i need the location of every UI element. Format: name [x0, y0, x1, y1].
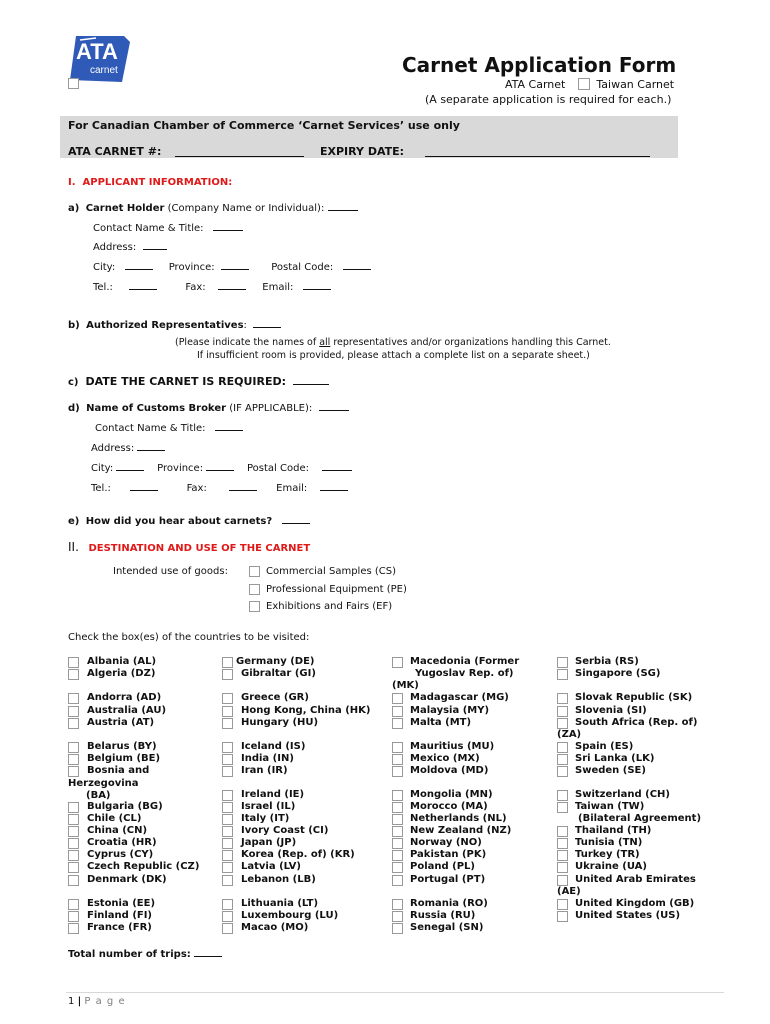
date-required-row [68, 375, 329, 388]
country-checkbox[interactable] [222, 669, 233, 680]
section-1-heading [68, 177, 232, 188]
country-label: Tunisia (TN) [575, 837, 643, 848]
country-label: France (FR) [87, 922, 152, 933]
country-checkbox[interactable] [557, 718, 568, 729]
hear-about-field[interactable] [282, 515, 310, 524]
country-checkbox[interactable] [68, 766, 79, 777]
country-checkbox[interactable] [557, 826, 568, 837]
country-checkbox[interactable] [392, 826, 403, 837]
country-checkbox[interactable] [392, 802, 403, 813]
country-checkbox[interactable] [557, 657, 568, 668]
address-field[interactable] [143, 241, 167, 250]
country-checkbox[interactable] [68, 718, 79, 729]
taiwan-carnet-label: Taiwan Carnet [596, 78, 675, 91]
country-checkbox[interactable] [222, 802, 233, 813]
country-label: South Africa (Rep. of) [575, 717, 698, 728]
broker-postal-field[interactable] [322, 462, 352, 471]
expiry-date-field[interactable] [425, 146, 650, 157]
authorized-reps-field[interactable] [253, 319, 281, 328]
country-label: Estonia (EE) [87, 898, 156, 909]
country-checkbox[interactable] [68, 923, 79, 934]
country-checkbox[interactable] [557, 850, 568, 861]
country-label: Australia (AU) [87, 705, 167, 716]
logo-main-text: ATA [76, 39, 118, 64]
country-label: Ukraine (UA) [575, 861, 647, 872]
country-checkbox[interactable] [222, 899, 233, 910]
country-checkbox[interactable] [68, 826, 79, 837]
use-cs-label: Commercial Samples (CS) [266, 566, 397, 577]
country-label: Denmark (DK) [87, 874, 167, 885]
check-countries-label: Check the box(es) of the countries to be visited: [68, 632, 310, 643]
broker-contact-label: Contact Name & Title: [95, 423, 206, 434]
broker-contact-field[interactable] [215, 422, 243, 431]
broker-city-label: City: [91, 463, 114, 474]
country-label: Malaysia (MY) [410, 705, 490, 716]
customs-broker-sub: (IF APPLICABLE): [229, 403, 313, 414]
broker-email-field[interactable] [320, 482, 348, 491]
country-label: Bulgaria (BG) [87, 801, 163, 812]
country-checkbox[interactable] [68, 911, 79, 922]
logo-sub-text: carnet [90, 65, 118, 76]
country-label: Germany (DE) [236, 656, 315, 667]
country-label: Greece (GR) [241, 692, 309, 703]
country-label: United Arab Emirates [575, 874, 696, 885]
country-checkbox[interactable] [222, 766, 233, 777]
tel-field[interactable] [129, 281, 157, 290]
country-checkbox[interactable] [68, 802, 79, 813]
country-label: Mauritius (MU) [410, 741, 495, 752]
country-checkbox[interactable] [222, 790, 233, 801]
country-label: Macedonia (Former [410, 656, 520, 667]
broker-tel-field[interactable] [130, 482, 158, 491]
country-checkbox[interactable] [557, 669, 568, 680]
note-text-pre: (Please indicate the names of [175, 337, 320, 348]
address-row [93, 241, 167, 253]
country-checkbox[interactable] [557, 899, 568, 910]
country-label: Belgium (BE) [87, 753, 161, 764]
country-label: Italy (IT) [241, 813, 290, 824]
customs-broker-label: Name of Customs Broker [86, 403, 227, 414]
country-checkbox[interactable] [222, 850, 233, 861]
country-label: Malta (MT) [410, 717, 472, 728]
hear-about-row [68, 515, 310, 527]
country-label: Gibraltar (GI) [241, 668, 316, 679]
email-field[interactable] [303, 281, 331, 290]
section-1-number: I. [68, 177, 76, 188]
fax-label: Fax: [185, 282, 206, 293]
customs-broker-row [68, 402, 349, 414]
country-label: Iran (IR) [241, 765, 288, 776]
broker-city-field[interactable] [116, 462, 144, 471]
country-label: Iceland (IS) [241, 741, 306, 752]
country-label: Singapore (SG) [575, 668, 661, 679]
country-label: Ireland (IE) [241, 789, 305, 800]
country-label: New Zealand (NZ) [410, 825, 512, 836]
country-checkbox[interactable] [222, 754, 233, 765]
country-label: Herzegovina [68, 778, 139, 789]
country-label: Morocco (MA) [410, 801, 488, 812]
country-label: Switzerland (CH) [575, 789, 670, 800]
country-label: Czech Republic (CZ) [87, 861, 200, 872]
country-checkbox[interactable] [222, 826, 233, 837]
country-label: Yugoslav Rep. of) [415, 668, 514, 679]
country-checkbox[interactable] [222, 706, 233, 717]
country-checkbox[interactable] [392, 657, 403, 668]
section-2-title: DESTINATION AND USE OF THE CARNET [88, 543, 311, 554]
ata-carnet-logo [66, 34, 132, 84]
country-label: Taiwan (TW) [575, 801, 645, 812]
authorized-reps-row: b) Authorized Representatives: [68, 319, 281, 331]
country-checkbox[interactable] [68, 850, 79, 861]
broker-address-label: Address: [91, 443, 135, 454]
country-checkbox[interactable] [222, 742, 233, 753]
broker-province-label: Province: [157, 463, 204, 474]
separate-application-note: (A separate application is required for each.) [425, 93, 672, 106]
country-checkbox[interactable] [222, 923, 233, 934]
broker-email-label: Email: [276, 483, 308, 494]
country-label: Mexico (MX) [410, 753, 480, 764]
section-2-heading [68, 540, 310, 554]
province-label: Province: [168, 262, 215, 273]
country-label: (Bilateral Agreement) [578, 813, 702, 824]
country-label: Romania (RO) [410, 898, 488, 909]
address-label: Address: [93, 242, 137, 253]
use-pe-label: Professional Equipment (PE) [266, 584, 407, 595]
authorized-reps-note-2: If insufficient room is provided, please attach a complete list on a separate sheet.) [197, 350, 590, 361]
office-use-title: For Canadian Chamber of Commerce ‘Carnet Services’ use only [68, 119, 460, 132]
country-label: Chile (CL) [87, 813, 142, 824]
country-checkbox[interactable] [557, 838, 568, 849]
carnet-holder-label: Carnet Holder [85, 203, 165, 214]
province-field[interactable] [221, 261, 249, 270]
page-separator: | [77, 996, 82, 1007]
country-checkbox[interactable] [557, 802, 568, 813]
ata-carnet-label: ATA Carnet [505, 78, 566, 91]
country-checkbox[interactable] [557, 754, 568, 765]
section-1-title: APPLICANT INFORMATION: [82, 177, 233, 188]
country-label: United Kingdom (GB) [575, 898, 695, 909]
country-checkbox[interactable] [68, 657, 79, 668]
page-label: P a g e [84, 996, 126, 1007]
country-checkbox[interactable] [392, 850, 403, 861]
expiry-date-label: EXPIRY DATE: [320, 145, 405, 158]
broker-postal-label: Postal Code: [246, 463, 309, 474]
country-checkbox[interactable] [557, 766, 568, 777]
country-label: Senegal (SN) [410, 922, 484, 933]
country-checkbox[interactable] [68, 899, 79, 910]
postal-code-label: Postal Code: [271, 262, 334, 273]
country-checkbox[interactable] [392, 718, 403, 729]
city-row [93, 261, 371, 273]
country-label: Turkey (TR) [575, 849, 640, 860]
date-required-field[interactable] [293, 376, 329, 385]
page-title: Carnet Application Form [402, 53, 677, 77]
country-checkbox[interactable] [557, 706, 568, 717]
total-trips-field[interactable] [194, 948, 222, 957]
country-label: (ZA) [557, 729, 582, 740]
country-checkbox[interactable] [68, 706, 79, 717]
customs-broker-field[interactable] [319, 402, 349, 411]
country-label: China (CN) [87, 825, 148, 836]
carnet-holder-sub: (Company Name or Individual): [167, 203, 325, 214]
country-checkbox[interactable] [392, 911, 403, 922]
country-checkbox[interactable] [557, 875, 568, 886]
country-checkbox[interactable] [222, 718, 233, 729]
contact-name-label: Contact Name & Title: [93, 223, 204, 234]
country-label: Slovak Republic (SK) [575, 692, 693, 703]
country-checkbox[interactable] [557, 693, 568, 704]
ata-carnet-checkbox[interactable] [68, 78, 79, 89]
total-trips-label: Total number of trips: [68, 949, 191, 960]
country-label: Sri Lanka (LK) [575, 753, 655, 764]
country-checkbox[interactable] [68, 838, 79, 849]
country-checkbox[interactable] [557, 862, 568, 873]
footer-rule [66, 992, 724, 993]
country-checkbox[interactable] [392, 875, 403, 886]
country-label: Korea (Rep. of) (KR) [241, 849, 355, 860]
country-checkbox[interactable] [68, 742, 79, 753]
country-label: Algeria (DZ) [87, 668, 156, 679]
contact-name-field[interactable] [213, 222, 243, 231]
country-label: Thailand (TH) [575, 825, 652, 836]
broker-tel-label: Tel.: [91, 483, 111, 494]
broker-fax-label: Fax: [186, 483, 207, 494]
hear-about-label: How did you hear about carnets? [85, 516, 273, 527]
broker-address-field[interactable] [137, 442, 165, 451]
ata-carnet-number-label: ATA CARNET #: [68, 145, 162, 158]
page-number: 1 [68, 996, 75, 1007]
country-label: Albania (AL) [87, 656, 157, 667]
carnet-holder-row [68, 202, 358, 214]
authorized-reps-note-1 [175, 337, 611, 348]
tel-row [93, 281, 331, 293]
taiwan-carnet-checkbox[interactable] [578, 78, 590, 90]
country-checkbox[interactable] [392, 706, 403, 717]
country-checkbox[interactable] [68, 693, 79, 704]
broker-fax-field[interactable] [229, 482, 257, 491]
country-checkbox[interactable] [392, 899, 403, 910]
country-checkbox[interactable] [68, 669, 79, 680]
country-label: Netherlands (NL) [410, 813, 507, 824]
country-label: Mongolia (MN) [410, 789, 493, 800]
country-checkbox[interactable] [392, 838, 403, 849]
country-label: Portugal (PT) [410, 874, 486, 885]
country-checkbox[interactable] [392, 790, 403, 801]
country-label: Sweden (SE) [575, 765, 646, 776]
country-label: (BA) [86, 790, 111, 801]
page-footer [68, 996, 126, 1007]
total-trips-row [68, 948, 222, 960]
country-checkbox[interactable] [392, 766, 403, 777]
country-label: (MK) [392, 680, 419, 691]
country-label: (AE) [557, 886, 581, 897]
country-label: Bosnia and [87, 765, 150, 776]
city-field[interactable] [125, 261, 153, 270]
use-ef-label: Exhibitions and Fairs (EF) [266, 601, 393, 612]
country-checkbox[interactable] [68, 862, 79, 873]
country-label: Finland (FI) [87, 910, 153, 921]
broker-city-row [91, 462, 352, 474]
country-label: Luxembourg (LU) [241, 910, 339, 921]
country-checkbox[interactable] [392, 693, 403, 704]
country-label: Belarus (BY) [87, 741, 157, 752]
use-ef-checkbox[interactable] [249, 601, 260, 612]
country-label: Russia (RU) [410, 910, 476, 921]
broker-province-field[interactable] [206, 462, 234, 471]
country-checkbox[interactable] [557, 742, 568, 753]
country-label: India (IN) [241, 753, 294, 764]
country-label: Andorra (AD) [87, 692, 162, 703]
country-label: Spain (ES) [575, 741, 634, 752]
country-label: Poland (PL) [410, 861, 475, 872]
note-all-underlined: all [319, 337, 331, 348]
city-label: City: [93, 262, 116, 273]
country-label: Japan (JP) [241, 837, 297, 848]
broker-address-row [91, 442, 165, 454]
country-label: Israel (IL) [241, 801, 296, 812]
country-label: Cyprus (CY) [87, 849, 154, 860]
country-checkbox[interactable] [68, 754, 79, 765]
country-checkbox[interactable] [392, 742, 403, 753]
date-required-label: DATE THE CARNET IS REQUIRED: [85, 375, 287, 388]
country-label: Macao (MO) [241, 922, 309, 933]
fax-field[interactable] [218, 281, 246, 290]
carnet-type-row [505, 78, 674, 91]
ata-carnet-number-field[interactable] [175, 146, 304, 157]
country-checkbox[interactable] [222, 693, 233, 704]
broker-tel-row [91, 482, 348, 494]
country-label: Moldova (MD) [410, 765, 489, 776]
country-checkbox[interactable] [392, 862, 403, 873]
item-a-prefix: a) [68, 203, 80, 214]
country-checkbox[interactable] [222, 838, 233, 849]
country-checkbox[interactable] [68, 875, 79, 886]
country-checkbox[interactable] [222, 862, 233, 873]
country-label: Latvia (LV) [241, 861, 301, 872]
country-label: United States (US) [575, 910, 681, 921]
country-label: Lebanon (LB) [241, 874, 316, 885]
item-e-prefix: e) [68, 516, 80, 527]
authorized-reps-label: Authorized Representatives [86, 320, 244, 331]
country-label: Croatia (HR) [87, 837, 157, 848]
country-label: Lithuania (LT) [241, 898, 319, 909]
section-2-number: II. [68, 540, 79, 554]
country-checkbox[interactable] [222, 814, 233, 825]
country-label: Austria (AT) [87, 717, 155, 728]
tel-label: Tel.: [93, 282, 113, 293]
country-checkbox[interactable] [557, 911, 568, 922]
country-label: Ivory Coast (CI) [241, 825, 329, 836]
country-checkbox[interactable] [392, 814, 403, 825]
country-checkbox[interactable] [392, 754, 403, 765]
country-label: Norway (NO) [410, 837, 482, 848]
item-d-prefix: d) [68, 403, 80, 414]
country-checkbox[interactable] [222, 875, 233, 886]
country-checkbox[interactable] [68, 814, 79, 825]
item-b-prefix: b) [68, 320, 80, 331]
country-label: Slovenia (SI) [575, 705, 647, 716]
use-pe-checkbox[interactable] [249, 584, 260, 595]
country-label: Hungary (HU) [241, 717, 319, 728]
intended-use-label: Intended use of goods: [113, 566, 228, 577]
email-label: Email: [262, 282, 294, 293]
country-label: Serbia (RS) [575, 656, 639, 667]
postal-code-field[interactable] [343, 261, 371, 270]
contact-name-row [93, 222, 243, 234]
broker-contact-row [95, 422, 243, 434]
country-checkbox[interactable] [222, 911, 233, 922]
item-c-prefix: c) [68, 377, 79, 388]
country-checkbox[interactable] [222, 657, 233, 668]
country-checkbox[interactable] [557, 790, 568, 801]
country-label: Hong Kong, China (HK) [241, 705, 371, 716]
country-label: Madagascar (MG) [410, 692, 509, 703]
use-cs-checkbox[interactable] [249, 566, 260, 577]
carnet-holder-field[interactable] [328, 202, 358, 211]
country-label: Pakistan (PK) [410, 849, 487, 860]
note-text-post: representatives and/or organizations handling this Carnet. [330, 337, 611, 348]
country-checkbox[interactable] [392, 923, 403, 934]
